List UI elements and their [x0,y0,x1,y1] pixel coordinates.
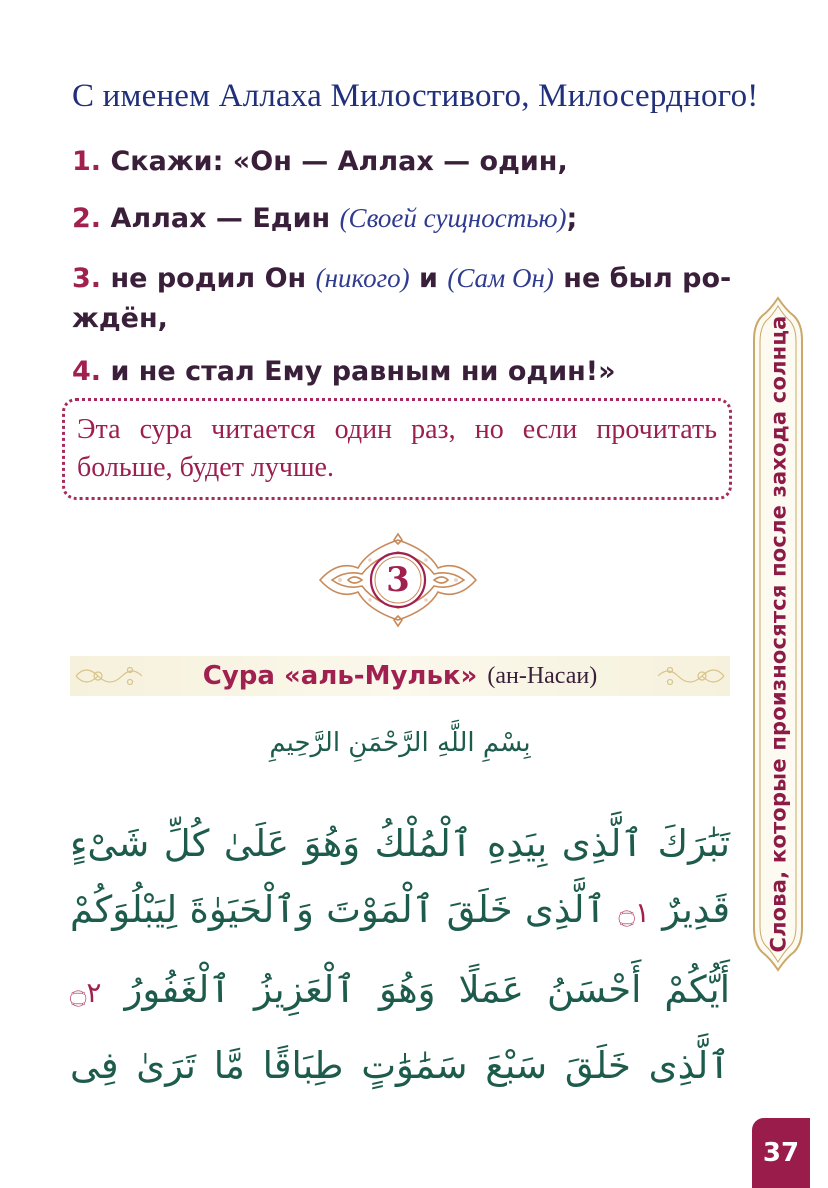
arabic-line-3 [70,962,730,1021]
page-number: 37 [762,1138,800,1168]
verse-2 [72,198,732,239]
arabic-text: قَدِيرٌ [662,888,731,931]
verse-punctuation: ; [566,203,578,234]
note-box [62,398,732,500]
verse-text: не родил Он [110,263,316,294]
verse-clarification: (Своей сущностью) [339,203,567,233]
verse-text: и не стал Ему равным ни один!» [110,356,616,387]
page-number-tab [752,1118,810,1188]
sura-source: (ан-Насаи) [487,662,598,689]
verse-clarification: (никого) [315,263,410,293]
arabic-line-2 [70,882,730,941]
verse-number: 4. [72,356,102,387]
note-text: Эта сура читается один раз, но если прочитать больше, будет лучше. [77,414,717,483]
verse-3 [72,258,732,339]
verse-text: Аллах — Един [110,203,340,234]
ayah-marker: ۝١ [618,896,650,929]
basmala-russian: С именем Аллаха Милостивого, Милосердного! [72,78,759,114]
sura-title [70,656,730,696]
verse-4 [72,352,732,392]
verse-text: Скажи: «Он — Аллах — один, [110,146,568,177]
section-medallion [318,530,478,630]
verse-number: 3. [72,263,102,294]
sura-name: Сура «аль-Мульк» [202,661,478,691]
verse-text: не был ро-ждён, [72,263,732,334]
verse-text: и [409,263,448,294]
verse-1 [72,142,732,182]
verse-clarification: (Сам Он) [447,263,554,293]
side-tab-text: Слова, которые произносятся после захода солнца [766,315,791,953]
section-number: 3 [386,560,410,600]
ayah-marker: ۝٢ [70,976,102,1009]
arabic-text: ٱلَّذِى خَلَقَ ٱلْمَوْتَ وَٱلْحَيَوٰةَ لِيَبْلُوَكُمْ [70,888,607,931]
arabic-line-1: تَبَٰرَكَ ٱلَّذِى بِيَدِهِ ٱلْمُلْكُ وَهُوَ عَلَىٰ كُلِّ شَىْءٍ [70,822,730,865]
arabic-line-4: ٱلَّذِى خَلَقَ سَبْعَ سَمَٰوَٰتٍ طِبَاقًا مَّا تَرَىٰ فِى [70,1044,730,1087]
side-tab-label [752,296,804,972]
arabic-text: أَيُّكُمْ أَحْسَنُ عَمَلًا وَهُوَ ٱلْعَزِيزُ ٱلْغَفُورُ [124,968,730,1011]
sura-header [70,656,730,696]
arabic-basmala: بِسْمِ اللَّهِ الرَّحْمَنِ الرَّحِيمِ [269,728,531,758]
verse-number: 2. [72,203,102,234]
verse-number: 1. [72,146,102,177]
